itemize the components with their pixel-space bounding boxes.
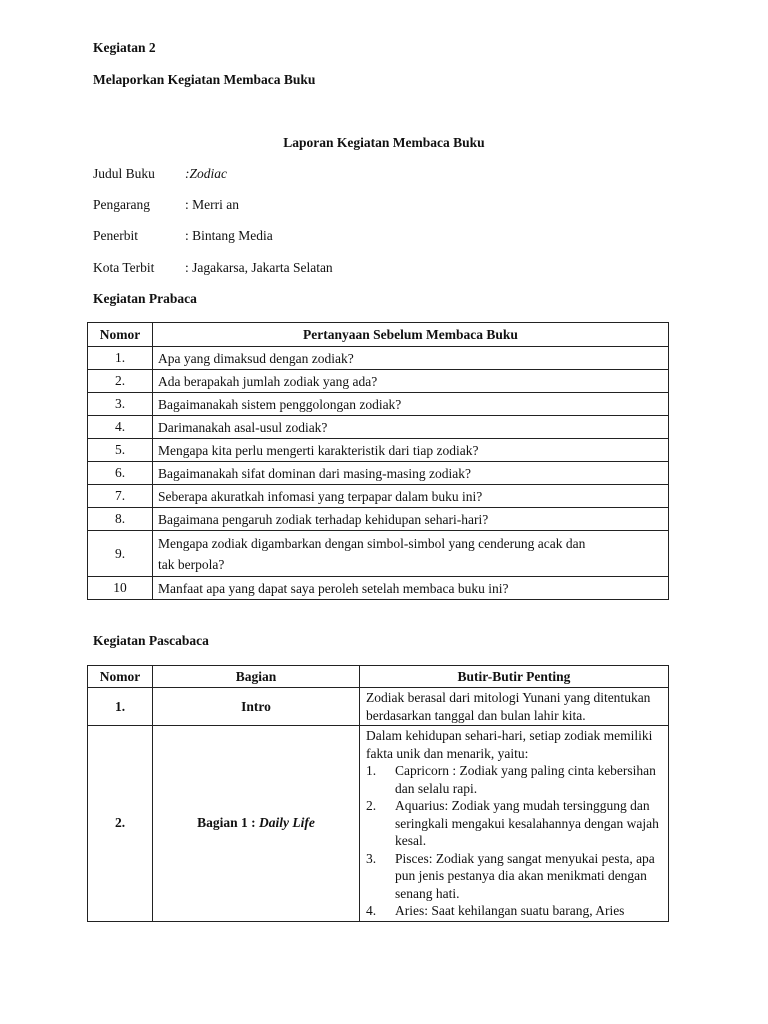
list-item: [366, 850, 664, 903]
publisher-value: : Bintang Media: [185, 228, 273, 243]
table-row: [88, 416, 669, 439]
row-number: 2.: [88, 370, 153, 393]
list-item: [366, 797, 664, 850]
row-number: 1.: [88, 688, 153, 726]
list-item: [366, 762, 664, 797]
table-row: [88, 485, 669, 508]
table-header-row: [88, 666, 669, 688]
row-number: 6.: [88, 462, 153, 485]
table-row: [88, 508, 669, 531]
prabaca-table: [87, 322, 669, 600]
row-number: 7.: [88, 485, 153, 508]
row-question: Seberapa akuratkah infomasi yang terpapar dalam buku ini?: [153, 485, 669, 508]
row-question: Bagaimanakah sistem penggolongan zodiak?: [153, 393, 669, 416]
row-number: 4.: [88, 416, 153, 439]
publisher-label: Penerbit: [93, 228, 138, 243]
points-list: [366, 762, 664, 920]
row-question: Bagaimana pengaruh zodiak terhadap kehidupan sehari-hari?: [153, 508, 669, 531]
row-part: [153, 726, 360, 922]
row-question: Manfaat apa yang dapat saya peroleh setelah membaca buku ini?: [153, 577, 669, 600]
row-number: 9.: [88, 531, 153, 577]
row-number: 1.: [88, 347, 153, 370]
pascabaca-table: [87, 665, 669, 922]
column-header: Pertanyaan Sebelum Membaca Buku: [153, 323, 669, 347]
row-question: Bagaimanakah sifat dominan dari masing-masing zodiak?: [153, 462, 669, 485]
row-question: [153, 531, 669, 577]
pascabaca-heading: Kegiatan Pascabaca: [93, 633, 209, 648]
part-title: Daily Life: [259, 815, 315, 831]
list-item-number: 1.: [366, 763, 377, 778]
list-item-text: Capricorn : Zodiak yang paling cinta kebersihan dan selalu rapi.: [395, 763, 656, 796]
list-item-number: 3.: [366, 850, 377, 866]
table-row: [88, 531, 669, 577]
row-question: Ada berapakah jumlah zodiak yang ada?: [153, 370, 669, 393]
row-question: Apa yang dimaksud dengan zodiak?: [153, 347, 669, 370]
list-item-text: Aquarius: Zodiak yang mudah tersinggung dan seringkali mengakui kesalahannya dengan wajah kesal.: [395, 798, 659, 848]
book-title-value: :Zodiac: [185, 166, 227, 181]
column-header: Nomor: [88, 323, 153, 347]
row-number: 5.: [88, 439, 153, 462]
list-item-text: Pisces: Zodiak yang sangat menyukai pesta, apa pun jenis pestanya dia akan menikmati dengan senang hati.: [395, 850, 655, 901]
city-value: : Jagakarsa, Jakarta Selatan: [185, 260, 333, 275]
row-part: Intro: [153, 688, 360, 726]
prabaca-heading: Kegiatan Prabaca: [93, 291, 197, 306]
column-header: Bagian: [153, 666, 360, 688]
book-title-label: Judul Buku: [93, 166, 155, 181]
city-label: Kota Terbit: [93, 260, 155, 275]
row-number: 3.: [88, 393, 153, 416]
row-points: Zodiak berasal dari mitologi Yunani yang ditentukan berdasarkan tanggal dan bulan lahir kita.: [360, 688, 669, 726]
question-line: tak berpola?: [158, 556, 225, 572]
row-question: Mengapa kita perlu mengerti karakteristik dari tiap zodiak?: [153, 439, 669, 462]
table-row: [88, 462, 669, 485]
table-row: [88, 439, 669, 462]
document-subtitle: Melaporkan Kegiatan Membaca Buku: [93, 72, 316, 87]
author-value: : Merri an: [185, 197, 239, 212]
row-number: 2.: [88, 726, 153, 922]
table-row: [88, 370, 669, 393]
table-row: [88, 393, 669, 416]
table-row: [88, 347, 669, 370]
author-label: Pengarang: [93, 197, 150, 212]
row-question: Darimanakah asal-usul zodiak?: [153, 416, 669, 439]
table-header-row: [88, 323, 669, 347]
list-item-number: 4.: [366, 903, 377, 918]
table-row: [88, 577, 669, 600]
table-row: [88, 726, 669, 922]
activity-label: Kegiatan 2: [93, 40, 156, 55]
part-prefix: Bagian 1 :: [197, 815, 260, 831]
row-number: 8.: [88, 508, 153, 531]
table-row: [88, 688, 669, 726]
points-intro: Dalam kehidupan sehari-hari, setiap zodiak memiliki fakta unik dan menarik, yaitu:: [366, 728, 653, 761]
list-item-text: Aries: Saat kehilangan suatu barang, Aries: [395, 903, 625, 918]
report-title: Laporan Kegiatan Membaca Buku: [283, 135, 485, 150]
question-line: Mengapa zodiak digambarkan dengan simbol-simbol yang cenderung acak dan: [158, 535, 586, 551]
row-number: 10: [88, 577, 153, 600]
list-item: [366, 902, 664, 920]
column-header: Butir-Butir Penting: [360, 666, 669, 688]
column-header: Nomor: [88, 666, 153, 688]
list-item-number: 2.: [366, 798, 377, 813]
row-points: [360, 726, 669, 922]
